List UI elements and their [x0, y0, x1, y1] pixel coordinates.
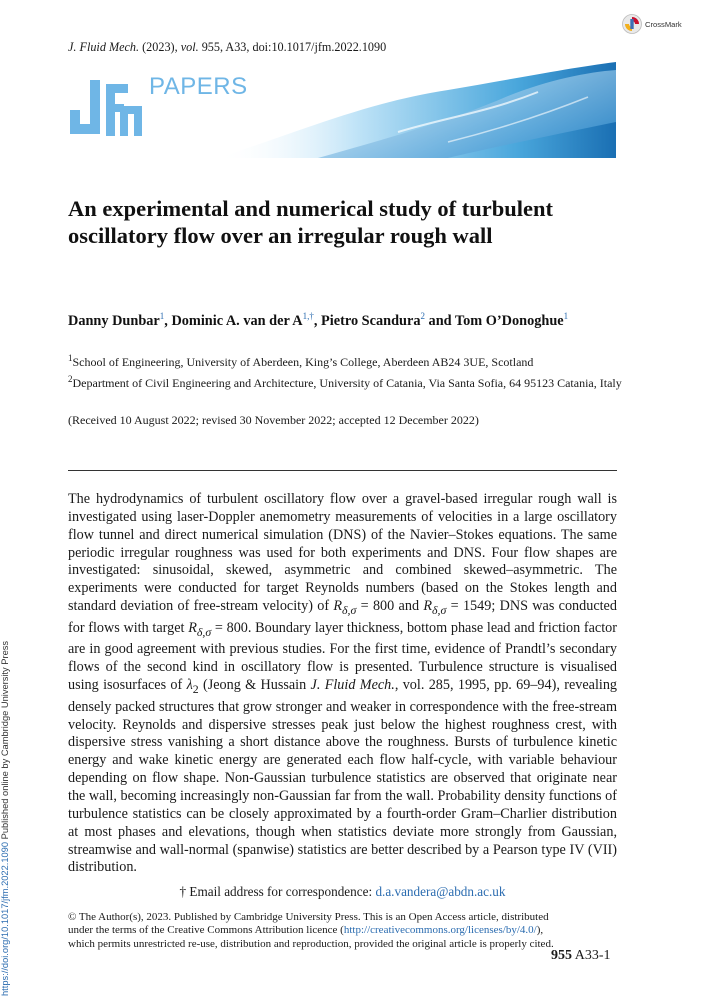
affiliation — [68, 371, 628, 391]
reynolds-symbol: R — [423, 598, 433, 615]
journal-doi[interactable]: 955, A33, doi:10.1017/jfm.2022.1090 — [198, 40, 387, 54]
article-title: An experimental and numerical study of turbulent oscillatory flow over an irregular rough wall — [68, 196, 554, 248]
author-name: Dominic A. van der A — [171, 312, 303, 329]
crossmark-badge[interactable] — [622, 14, 682, 34]
reynolds-symbol: R — [188, 619, 197, 636]
affiliation-number: 2 — [68, 374, 73, 384]
crossmark-icon — [622, 14, 642, 34]
abstract-paragraph: The hydrodynamics of turbulent oscillatory flow over a gravel-based irregular rough wall is investigated using laser-Doppler anemometry measurements of velocities in a large oscillatory flow tunnel and direct numerical simulation (DNS) of the Navier–Stokes equations. The same periodic irregular roughness was used for both experiments and DNS. Four flow shapes are investigated: sinusoidal, skewed, asymmetric and combined skewed–asymmetric. The experiments were conducted for target Reynolds numbers (based on the Stokes length and standard deviation of free-stream velocity) of $R_{\delta,\sigma} = 800$ and $R_{\delta,\sigma} = 1549$; DNS was conducted for flows with target $R_{\delta,\sigma} = 800$. Boundary layer thickness, bottom phase lead and friction factor are in good agreement with previous studies. For the first time, evidence of Prandtl’s secondary flows of the second kind in oscillatory flow is presented. Turbulence structure is visualised using isosurfaces of $\lambda_2$ (Jeong & Hussain J. Fluid Mech., vol. 285, 1995, pp. 69–94), revealing densely packed structures that grow stronger and weaker in correspondence with the free-stream velocity. Reynolds and dispersive stresses peak just below the highest roughness crest, with dispersive stress vanishing a short distance above the roughness. Bursts of turbulence kinetic energy and wake kinetic energy are generated each flow half-cycle, with variable behaviour depending on flow shape. Non-Gaussian turbulence statistics are observed that originate near the wall, becoming increasingly non-Gaussian far from the wall. Probability density functions of turbulence statistics can be closely approximated by a fourth-order Gram–Charlier distribution at most phases and elevations, though when statistics deviate more strongly from Gaussian, streamwise and wall-normal (spanwise) statistics are better described by a Pearson type IV (VII) distribution. — [68, 491, 618, 876]
email-link[interactable]: d.a.vandera@abdn.ac.uk — [375, 884, 506, 899]
page-article-id: A33-1 — [572, 948, 611, 963]
affiliation-text: Department of Civil Engineering and Architecture, University of Catania, Via Santa Sofia, 64 95123 Catania, Italy — [72, 376, 622, 390]
page-number — [551, 948, 611, 964]
affiliation-number: 1 — [68, 353, 73, 363]
cited-journal: J. Fluid Mech. — [310, 677, 395, 694]
divider — [68, 470, 617, 471]
jfm-logo-icon — [70, 80, 142, 136]
banner-label: PAPERS — [149, 73, 248, 100]
abstract — [68, 491, 617, 877]
author-name: Tom O’Donoghue — [454, 312, 564, 329]
correspondence-note: † Email address for correspondence: d.a.vandera@abdn.ac.uk — [179, 884, 506, 899]
author-affil-sup[interactable]: 1 — [563, 311, 569, 321]
journal-vol-label: vol. — [180, 40, 199, 54]
author-name: Danny Dunbar — [68, 312, 160, 329]
journal-year: (2023), — [139, 40, 181, 54]
author-affil-sup[interactable]: 1,† — [302, 311, 314, 321]
author-affil-sup[interactable]: 1 — [159, 311, 165, 321]
lambda-symbol: λ — [186, 677, 193, 694]
received-dates: (Received 10 August 2022; revised 30 November 2022; accepted 12 December 2022) — [68, 413, 479, 427]
page-volume: 955 — [551, 948, 572, 963]
affiliation-text: School of Engineering, University of Aberdeen, King’s College, Aberdeen AB24 3UE, Scotland — [72, 355, 534, 369]
author-list: Danny Dunbar$^1$, Dominic A. van der $A^{1,\dagger}$, Pietro Scandura$^2$ and Tom O’Donoghue$^1$ — [68, 311, 569, 329]
author-affil-sup[interactable]: 2 — [420, 311, 425, 321]
crossmark-label: CrossMark — [645, 19, 682, 29]
author-name: Pietro Scandura — [321, 312, 421, 329]
journal-reference — [68, 40, 386, 55]
license-note: © The Author(s), 2023. Published by Cambridge University Press. This is an Open Access article, distributed under the terms of the Creative Commons Attribution licence (http://creativecommons.org/licenses/by/4.0/), which permits unrestricted re-use, distribution and reproduction, provided the original article is properly cited. — [68, 911, 554, 950]
journal-name: J. Fluid Mech. — [68, 40, 140, 54]
reynolds-symbol: R — [333, 598, 343, 615]
license-link[interactable]: http://creativecommons.org/licenses/by/4.0/ — [343, 924, 537, 937]
side-doi-note: https://doi.org/10.1017/jfm.2022.1090 Published online by Cambridge University Press — [0, 640, 10, 996]
affiliation — [68, 350, 628, 370]
side-doi-link[interactable]: https://doi.org/10.1017/jfm.2022.1090 — [0, 841, 10, 996]
